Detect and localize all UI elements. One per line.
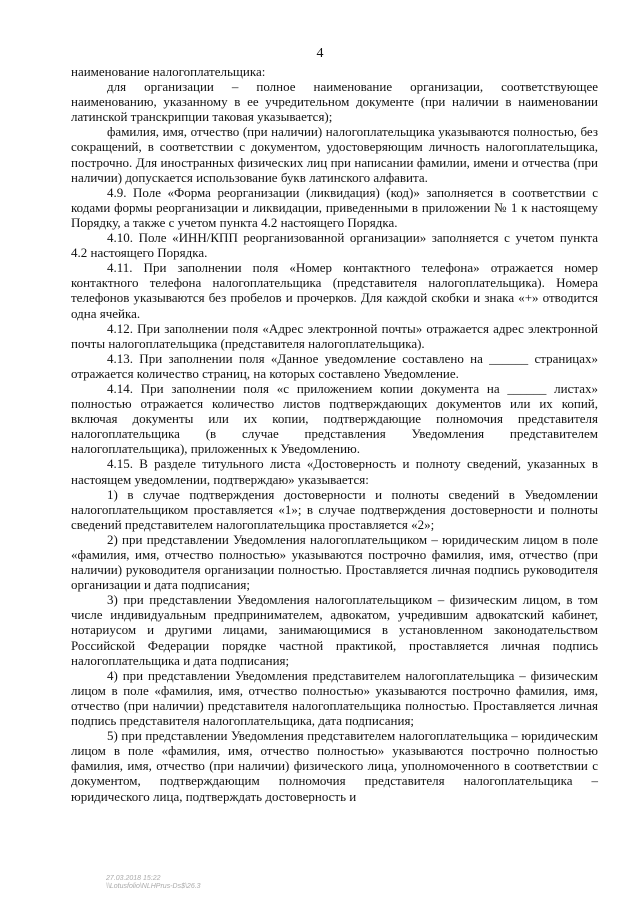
document-body — [71, 64, 598, 804]
page-number: 4 — [316, 46, 324, 61]
paragraph: 4.15. В разделе титульного листа «Достоверность и полноту сведений, указанных в настоящем уведомлении, подтверждаю» указывается: — [71, 456, 598, 487]
paragraph: 4.10. Поле «ИНН/КПП реорганизованной организации» заполняется с учетом пункта 4.2 настоящего Порядка. — [71, 230, 598, 261]
paragraph: 4) при представлении Уведомления представителем налогоплательщика – физическим лицом в поле «фамилия, имя, отчество полностью» указываются построчно фамилия, имя, отчество (при наличии) представителя налогоплательщика полностью. Проставляется личная подпись представителя налогоплательщика, дата подписания; — [71, 667, 598, 729]
paragraph: 1) в случае подтверждения достоверности и полноты сведений в Уведомлении налогоплательщиком проставляется «1»; в случае подтверждения достоверности и полноты сведений представителем налогоплательщика проставляется «2»; — [71, 486, 598, 532]
paragraph: 3) при представлении Уведомления налогоплательщиком – физическим лицом, в том числе индивидуальным предпринимателем, адвокатом, учредившим адвокатский кабинет, нотариусом и другими лицами, занимающимися в установленном законодательством Российской Федерации порядке частной практикой, проставляется личная подпись налогоплательщика и дата подписания; — [71, 592, 598, 668]
paragraph: наименование налогоплательщика: — [71, 64, 266, 79]
footer-path: \\Lotusfolio\NLHPrus-Ds$\26.3 — [106, 883, 201, 890]
paragraph: для организации – полное наименование организации, соответствующее наименованию, указанному в ее учредительном документе (при наличии в наименовании латинской транскрипции таковая указывается); — [71, 79, 598, 125]
paragraph: 4.11. При заполнении поля «Номер контактного телефона» отражается номер контактного телефона налогоплательщика (представителя налогоплательщика). Номера телефонов указываются без пробелов и прочерков. Для каждой скобки и знака «+» отводится одна ячейка. — [71, 260, 598, 321]
footer-timestamp: 27.03.2018 15:22 — [106, 875, 161, 882]
footer-stamp — [106, 875, 201, 891]
paragraph: фамилия, имя, отчество (при наличии) налогоплательщика указываются полностью, без сокращений, в соответствии с документом, удостоверяющим личность налогоплательщика, построчно. Для иностранных физических лиц при написании фамилии, имени и отчества (при наличии) допускается использование букв латинского алфавита. — [71, 124, 598, 185]
paragraph: 4.12. При заполнении поля «Адрес электронной почты» отражается адрес электронной почты налогоплательщика (представителя налогоплательщика). — [71, 320, 598, 351]
paragraph: 2) при представлении Уведомления налогоплательщиком – юридическим лицом в поле «фамилия, имя, отчество полностью» указываются построчно фамилия, имя, отчество (при наличии) руководителя организации полностью. Проставляется личная подпись руководителя организации и дата подписания; — [71, 531, 598, 593]
paragraph: 4.13. При заполнении поля «Данное уведомление составлено на ______ страницах» отражается количество страниц, на которых составлено Уведомление. — [71, 350, 598, 381]
paragraph: 5) при представлении Уведомления представителем налогоплательщика – юридическим лицом в поле «фамилия, имя, отчество полностью» указываются построчно полностью фамилия, имя, отчество (при наличии) физического лица, уполномоченного в соответствии с документом, подтверждающим полномочия представителя налогоплательщика – юридического лица, подтверждать достоверность и — [71, 728, 598, 804]
paragraph: 4.14. При заполнении поля «с приложением копии документа на ______ листах» полностью отражается количество листов подтверждающих документов или их копий, включая документы или их копии, подтверждающие полномочия представителя налогоплательщика (в случае представления Уведомления представителем налогоплательщика), приложенных к Уведомлению. — [71, 380, 598, 457]
paragraph: 4.9. Поле «Форма реорганизации (ликвидация) (код)» заполняется в соответствии с кодами формы реорганизации и ликвидации, приведенными в приложении № 1 к настоящему Порядку, а также с учетом пункта 4.2 настоящего Порядка. — [71, 184, 598, 230]
